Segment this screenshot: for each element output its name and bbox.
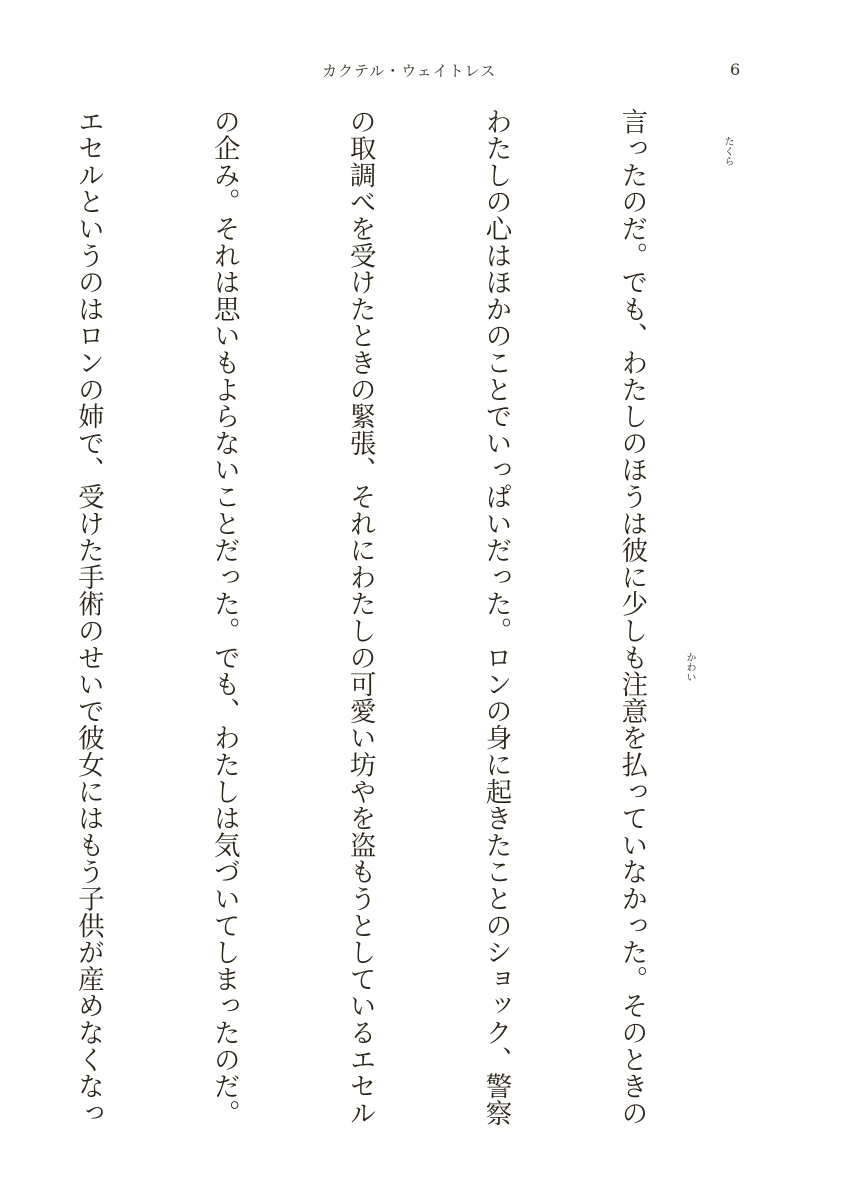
text-line: わたしの心はほかのことでいっぱいだった。ロンの身に起きたことのショック、警察 (480, 108, 512, 1127)
text-line: 言ったのだ。でも、わたしのほうは彼に少しも注意を払っていなかった。そのときの (616, 108, 648, 1127)
text-line: の取調べを受けたときの緊張、それにわたしの可愛い坊やを盗もうとしているエセル (344, 108, 376, 1127)
text-line: エセルというのはロンの姉で、受けた手術のせいで彼女にはもう子供が産めなくなっ (72, 108, 104, 1127)
running-title: カクテル・ウェイトレス (322, 62, 497, 80)
page-number: 6 (730, 60, 741, 79)
furigana-takurami: たくら (722, 136, 733, 166)
text-line: の企み。それは思いもよらないことだった。でも、わたしは気づいてしまったのだ。 (208, 108, 240, 1127)
furigana-kawai: かわい (684, 652, 695, 682)
vertical-body-text (0, 108, 745, 1148)
